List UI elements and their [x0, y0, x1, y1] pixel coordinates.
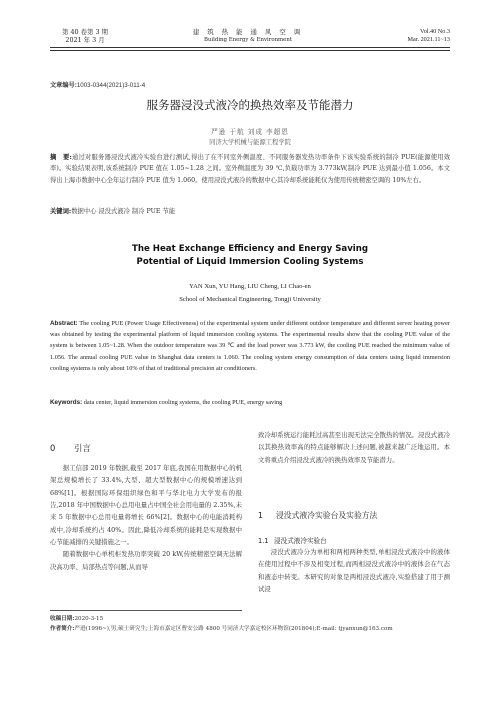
section-0-number: 0 [50, 443, 56, 453]
authors-en: YAN Xun, YU Hang, LIU Cheng, LI Chao-en [189, 283, 311, 290]
header-volume-cn [50, 28, 120, 44]
intro-continuation: 致冷却系统运行能耗过高甚至出现无法完全散热的情况。浸没式液冷以其换热效率高的特点能够解决上述问题,被越来越广泛地运用。本文将重点介绍浸没式液冷的换热效率及节能潜力。 [258, 431, 450, 464]
intro-body [50, 462, 242, 573]
header-volume-en [370, 28, 450, 44]
header-date-en: Mar. 2021.11~13 [407, 36, 450, 43]
right-column-top-text [258, 429, 450, 466]
keywords-cn-text: 数据中心 浸没式液冷 制冷 PUE 节能 [71, 208, 176, 215]
footnote-received-label: 收稿日期: [50, 616, 75, 622]
header-vol-cn: 第 40 卷第 3 期 [62, 28, 108, 36]
header-journal [180, 28, 316, 44]
header-date-cn: 2021 年 3 月 [65, 36, 105, 44]
title-en-line1: The Heat Exchange Efficiency and Energy Saving [131, 244, 369, 254]
header-rule-bottom [50, 50, 450, 51]
title-en [50, 243, 450, 269]
footnote-received [50, 614, 103, 622]
abstract-en-text: The cooling PUE (Power Usage Effectiveness) of the experimental system under different outdoor temperature and different server heating power was obtained by testing the experimental platform of liquid immersion cooling systems. The experimental results show that the cooling PUE value of the system is between 1.05~1.28. When the outdoor temperature was 39 ℃ and the load power was 3.773 kW, the cooling PUE reached the minimum value of 1.056. The annual cooling PUE value in Shanghai data centers is 1.060. The cooling system energy consumption of data centers using liquid immersion cooling systems is only about 10% of that of traditional precision air conditioners. [50, 320, 450, 372]
keywords-cn-label: 关键词: [50, 208, 72, 215]
footnote-received-date: 2020-3-15 [74, 616, 104, 622]
abstract-en [50, 318, 450, 374]
affiliation-cn: 同济大学机械与能源工程学院 [209, 139, 291, 146]
abstract-cn [50, 152, 450, 186]
affiliation-en: School of Mechanical Engineering, Tongji University [179, 296, 321, 303]
footnote-rule [50, 610, 242, 611]
section-1-number: 1 [258, 511, 263, 520]
abstract-cn-text: 通过对服务器浸没式液冷实验台进行测试,得出了在不同室外侧温度、不同服务器发热功率条件下该实验系统的制冷 PUE(能源使用效率)。实验结果表明,该系统制冷 PUE 值在 1.05~1.28 之间。室外侧温度为 39 ℃,负载功率为 3.773kW,制冷 PUE 达到最小值 1.056。本文得出上海市数据中心全年运行制冷 PUE 值为 1.060。使用浸没式液冷的数据中心其冷却系统能耗仅为使用传统精密空调的 10%左右。 [50, 154, 450, 184]
footnote-author [50, 624, 450, 632]
section-1-title: 浸没式液冷实验台及实验方法 [276, 511, 378, 520]
keywords-en-text: data center, liquid immersion cooling systems, the cooling PUE, energy saving [82, 399, 283, 406]
article-number [50, 80, 145, 89]
header-rule-top [50, 47, 450, 48]
title-cn: 服务器浸没式液冷的换热效率及节能潜力 [146, 98, 354, 112]
header-vol-en: Vol.40 No.3 [420, 28, 450, 35]
intro-paragraph: 据工信部 2019 年数据,截至 2017 年底,我国在用数据中心的机架总规模增长了 33.4%,大型、超大型数据中心的规模增速达到 68%[1]。根据国际环保组织绿色和平与华北电力大学发布的报告,2018 年中国数据中心总用电量占中国全社会用电量的 2.35%,未来 5 年数据中心总用电量将增长 66%[2]。数据中心的电能消耗构成中,冷却系统约占 40%。因此,降低冷却系统的能耗是实现数据中心节能减排的关键措施之一。 [50, 464, 242, 547]
section-0-title: 引言 [74, 443, 91, 453]
keywords-en [50, 399, 450, 406]
journal-name-en: Building Energy & Environment [204, 37, 292, 43]
subsection-1-1-number: 1.1 [258, 537, 269, 545]
subsection-1-1-title: 浸没式液冷实验台 [274, 537, 327, 545]
keywords-en-label: Keywords: [50, 399, 83, 406]
article-number-label: 文章编号: [50, 82, 77, 89]
subsection-1-1-heading [258, 535, 327, 545]
authors-cn: 严逊 于航 刘成 李超恩 [211, 128, 289, 136]
article-number-value: 1003-0344(2021)3-011-4 [76, 82, 146, 89]
section-1-heading [258, 510, 377, 521]
title-en-line2: Potential of Liquid Immersion Cooling Systems [136, 257, 364, 267]
subsection-1-1-body [258, 546, 450, 595]
subsection-1-1-paragraph: 浸没式液冷分为单相和两相两种类型,单相浸没式液冷中的液体在使用过程中不涉及相变过程,而两相浸没式液冷中的液体会在气态和液态中转变。本研究的对象是两相浸没式液冷,实验搭建了用于测试浸 [258, 548, 450, 594]
journal-name-cn: 建 筑 热 能 通 风 空 调 [192, 28, 304, 36]
footnote-author-label: 作者简介: [50, 626, 75, 632]
abstract-en-label: Abstract: [50, 320, 78, 327]
section-0-heading [50, 442, 91, 454]
footnote-author-text: 严逊(1996~),男,硕士研究生;上海市嘉定区曹安公路 4800 号同济大学嘉定校区环物馆(201804);E-mail: tjyanxun@163.com [74, 626, 393, 632]
keywords-cn [50, 206, 450, 215]
intro-paragraph: 随着数据中心单机柜发热功率突破 20 kW,传统精密空调无法解决高功率、局部热点等问题,从而导 [50, 550, 242, 571]
abstract-cn-label: 摘 要: [50, 154, 72, 161]
